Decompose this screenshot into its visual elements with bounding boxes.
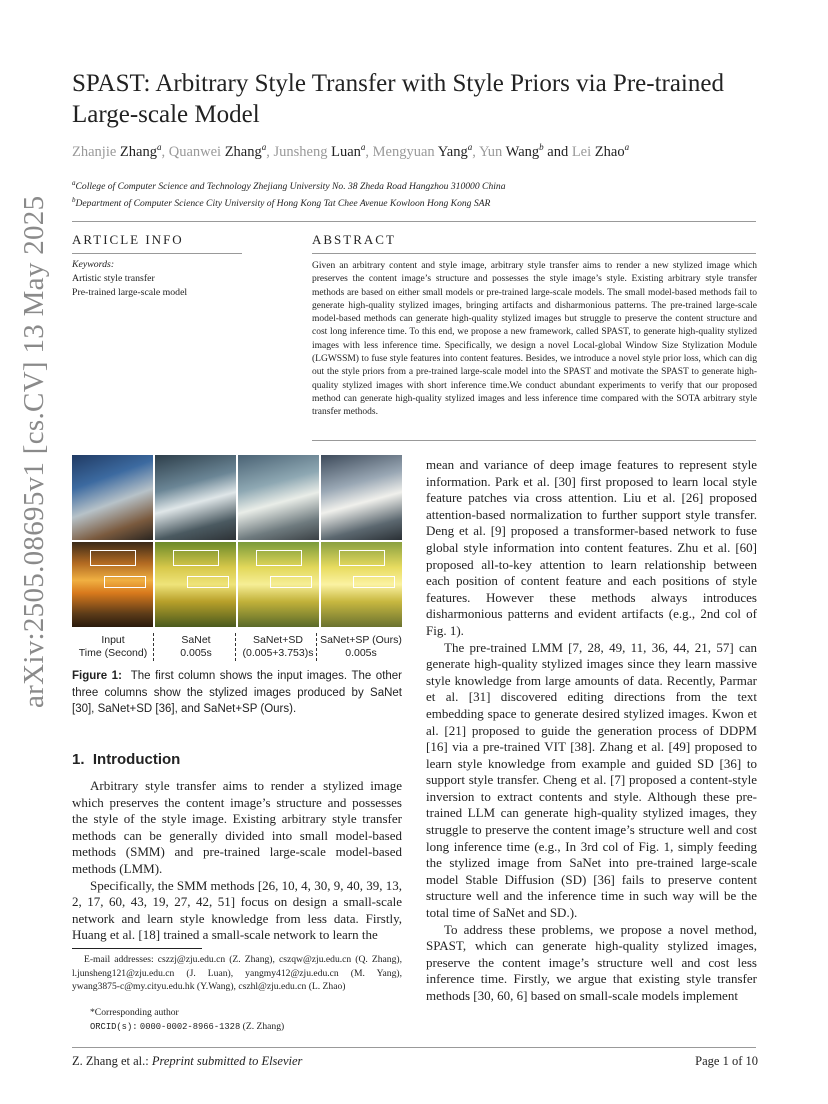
abstract-divider <box>312 253 756 254</box>
figure-column-time: 0.005s <box>345 647 377 659</box>
figure-column-label: SaNet+SP (Ours) <box>320 634 402 646</box>
figure-column-separator <box>235 633 236 661</box>
keywords-label: Keywords: <box>72 259 115 270</box>
author-affiliation-mark: a <box>624 142 630 152</box>
figure-column-time: 0.005s <box>180 647 212 659</box>
keyword-item: Artistic style transfer <box>72 273 155 284</box>
body-paragraph: To address these problems, we propose a novel method, SPAST, which can generate high-quality stylized images, preserve the content image’s structure well and cost less inference time. Firstly, we argue that existing style transfer methods [30, 60, 6] based on small-scale models implement <box>426 921 757 1003</box>
footnote-orcid: ORCID(s): 0000-0002-8966-1328 (Z. Zhang) <box>90 1021 285 1032</box>
affiliation-a: $^a$College of Computer Science and Technology Zhejiang University No. 38 Zheda Road Hangzhou 310000 China <box>72 179 506 193</box>
zoom-box <box>90 550 136 566</box>
abstract-heading: ABSTRACT <box>312 232 396 247</box>
section-heading: 1. Introduction <box>72 751 181 768</box>
author-surname: Yang <box>437 143 468 160</box>
footnote-corresponding: *Corresponding author <box>90 1007 179 1018</box>
sanet-sd-output-building <box>238 455 319 540</box>
author-given-name: Quanwei <box>168 143 225 160</box>
abstract-text: Given an arbitrary content and style image, arbitrary style transfer aims to render a new stylized image which preserves the content image’s structure and possesses the style image’s style. Existing arbitrary style transfer methods are based on either small models or pre-trained large-scale models. The small model-based methods fail to generate high-quality stylized images, bringing artifacts and disharmonious patterns. The pre-trained large-scale model-based methods can generate high-quality stylized images but struggle to preserve the content structure and cost long inference time. To this end, we propose a new framework, called SPAST, to generate high-quality stylized images with less inference time. Specifically, we design a novel Local-global Window Size Stylization Module (LGWSSM) to fuse style features into content features. Besides, we introduce a novel style prior loss, which can dig out the style priors from a pre-trained large-scale model into the SPAST and motivate the SPAST to generate high-quality stylized images with short inference time.We conduct abundant experiments to verify that our proposed method can generate high-quality stylized images and less inference time compared with the SOTA arbitrary style transfer methods. <box>312 261 757 418</box>
author-surname: Luan <box>331 143 361 160</box>
intro-paragraph: Specifically, the SMM methods [26, 10, 4, 30, 9, 40, 39, 13, 2, 17, 60, 43, 19, 27, 42, 51] focus on design a small-scale network and learn style knowledge from less data. Firstly, Huang et al. [18] trained a small-scale network to learn the <box>72 877 402 943</box>
intro-right-column <box>426 457 757 1005</box>
zoom-box <box>187 576 229 588</box>
author-affiliation-mark: a <box>261 142 267 152</box>
author-affiliation-mark: b <box>539 142 544 152</box>
sanet-sd-output-landscape <box>238 542 319 627</box>
figure-1-caption: Figure 1: The first column shows the input images. The other three columns show the stylized images produced by SaNet [30], SaNet+SD [36], and SaNet+SP (Ours). <box>72 670 403 715</box>
author-affiliation-mark: a <box>156 142 162 152</box>
figure-column-separator <box>153 633 154 661</box>
author-given-name: Yun <box>478 143 506 160</box>
author-given-name: Mengyuan <box>372 143 438 160</box>
author <box>572 144 629 160</box>
figure-column-label: Input <box>101 634 125 646</box>
footer-left: Z. Zhang et al.: Preprint submitted to Elsevier <box>72 1054 303 1068</box>
sanet-sp-output-landscape <box>321 542 402 627</box>
figure-column-separator <box>316 633 317 661</box>
footnote-emails: E-mail addresses: cszzj@zju.edu.cn (Z. Zhang), cszqw@zju.edu.cn (Q. Zhang), l.junsheng121@zju.edu.cn (J. Luan), yangmy412@zju.edu.cn (M. Yang), ywang3875-c@my.cityu.edu.hk (Y.Wang), cszhl@zju.edu.cn (L. Zhao) <box>72 954 402 992</box>
sanet-sp-output-building <box>321 455 402 540</box>
author-affiliation-mark: a <box>467 142 473 152</box>
zoom-box <box>256 550 302 566</box>
body-paragraph: mean and variance of deep image features to represent style information. Park et al. [30] first proposed to learn local style feature patches via cross attention. Liu et al. [26] proposed attention-based normalization to further support style transfer. Deng et al. [9] proposed a transformer-based network to fuse global style information into content features. Zhu et al. [60] proposed all-to-key attention to learn relationship between each position of content feature and each positions of style features. However these methods always introduces disharmonious patterns and evident artifacts (e.g., 2nd col of Fig. 1). <box>426 457 757 638</box>
author <box>273 144 365 160</box>
author-surname: Wang <box>505 143 540 160</box>
footer-divider <box>72 1047 756 1048</box>
body-paragraph: The pre-trained LMM [7, 28, 49, 11, 36, 44, 21, 57] can generate high-quality stylized images since they learn massive style knowledge from large amounts of data. Recently, Parmar et al. [31] discovered editing directions from the text embedding space to generate desired stylized images. Kwon et al. [21] proposed to guide the generation process of DDPM [16] via a pre-trained VIT [38]. Zhang et al. [49] proposed to learn style knowledge from example and guided SD [36] to support style transfer. Cheng et al. [7] proposed a content-style inversion to extract contents and style. Although these pre-trained LLM can generate high-quality stylized images, they struggle to preserve the content image’s structure well and cost long inference time (e.g., In 3rd col of Fig. 1, simply feeding the stylized image from SaNet into pre-trained large-scale model Stable Diffusion (SD) [36] fails to preserve content structure well and the inference time in such way will be the total time of SaNet and SD.). <box>426 639 757 921</box>
zoom-box <box>270 576 312 588</box>
header-divider <box>72 221 756 222</box>
figure-column-time: (0.005+3.753)s <box>242 647 314 659</box>
intro-left-column <box>72 778 402 944</box>
author-given-name: Zhanjie <box>72 143 120 160</box>
figure-column-time: Time (Second) <box>78 647 148 659</box>
input-image-building <box>72 455 153 540</box>
zoom-box <box>353 576 395 588</box>
figure-1-image-grid <box>72 455 402 627</box>
input-image-landscape <box>72 542 153 627</box>
article-info-heading: ARTICLE INFO <box>72 232 184 247</box>
arxiv-identifier: arXiv:2505.08695v1 [cs.CV] 13 May 2025 <box>18 195 50 708</box>
author-surname: Zhang <box>224 143 262 160</box>
author-list: Zhanjie Zhang$^a$, Quanwei Zhang$^a$, Junsheng Luan$^a$, Mengyuan Yang$^a$, Yun Wang$^b$ and Lei Zhao$^a$ <box>72 142 630 160</box>
author-surname: Zhao <box>594 143 625 160</box>
zoom-box <box>104 576 146 588</box>
zoom-box <box>339 550 385 566</box>
author-surname: Zhang <box>119 143 157 160</box>
figure-column-label: SaNet+SD <box>253 634 303 646</box>
page-number: Page 1 of 10 <box>695 1054 758 1068</box>
author <box>72 144 161 160</box>
author-given-name: Junsheng <box>273 143 332 160</box>
paper-title: SPAST: Arbitrary Style Transfer with Style Priors via Pre-trained Large-scale Model <box>72 70 724 128</box>
footnote-rule <box>72 948 202 949</box>
author-given-name: Lei <box>571 143 595 160</box>
intro-paragraph: Arbitrary style transfer aims to render a stylized image which preserves the content image’s structure and possesses the style of the style image. Existing arbitrary style transfer methods can be generally divided into small model-based methods (SMM) and pre-trained large-scale model-based methods (LMM). <box>72 778 402 876</box>
author-affiliation-mark: a <box>360 142 366 152</box>
abstract-end-divider <box>312 440 756 441</box>
article-info-divider <box>72 253 242 254</box>
zoom-box <box>173 550 219 566</box>
keyword-item: Pre-trained large-scale model <box>72 287 188 298</box>
affiliation-b: $^b$Department of Computer Science City University of Hong Kong Tat Chee Avenue Kowloon Hong Kong SAR <box>72 196 491 210</box>
author <box>479 144 544 160</box>
author <box>169 144 267 160</box>
sanet-output-landscape <box>155 542 236 627</box>
sanet-output-building <box>155 455 236 540</box>
figure-column-label: SaNet <box>181 634 211 646</box>
author <box>373 144 473 160</box>
